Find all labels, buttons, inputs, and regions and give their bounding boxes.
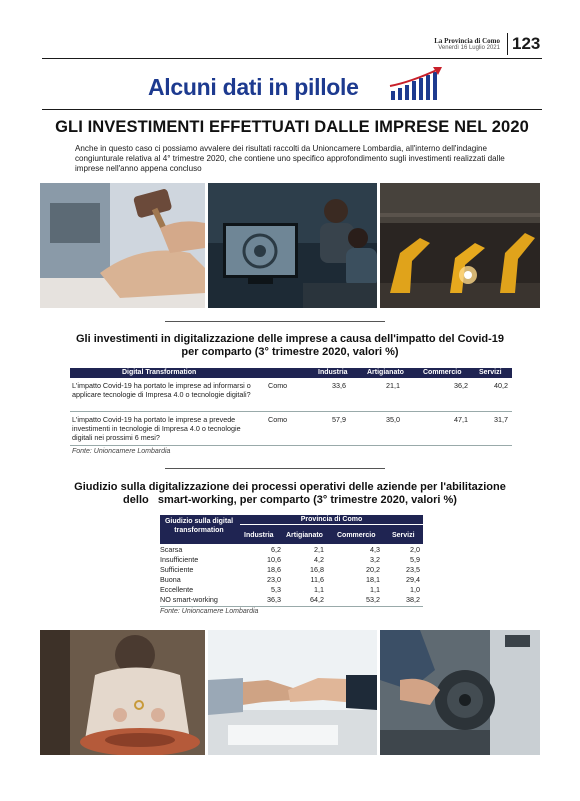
smart-working-table [160,515,423,615]
header-artigianato: Artigianato [286,532,323,539]
table1-title-line2: per comparto (3° trimestre 2020, valori %) [181,346,399,358]
cell-artigianato: 4,2 [314,555,324,564]
top-rule [42,58,542,59]
cell-servizi: 40,2 [494,381,508,390]
header-digital-transformation: Digital Transformation [122,369,197,376]
header-industria: Industria [244,532,274,539]
digitalization-table [70,368,512,455]
cell-industria: 18,6 [267,565,281,574]
cell-servizi: 5,9 [410,555,420,564]
row-label: Scarsa [160,545,183,554]
table1-title [50,333,530,359]
table2-header [160,515,423,544]
cell-commercio: 36,2 [454,381,468,390]
cell-servizi: 2,0 [410,545,420,554]
intro-paragraph: Anche in questo caso ci possiamo avvalere dei risultati raccolti da Unioncamere Lombardia, all'interno dell'indagine congiunturale relativa al 4° trimestre 2020, che contiene uno specifico approfondimento sugli investimenti realizzati dalle imprese nell'anno appena concluso [75,144,505,173]
cell-industria: 33,6 [332,381,346,390]
table-row [160,575,423,585]
cell-commercio: 1,1 [370,585,380,594]
row-label: Eccellente [160,585,194,594]
photo-jewelry-artisan [40,630,205,755]
section-heading: Alcuni dati in pillole [148,74,359,100]
header-commercio: Commercio [423,369,462,376]
cell-industria: 5,3 [271,585,281,594]
header-servizi: Servizi [479,369,502,376]
row-question: L'impatto Covid-19 ha portato le imprese a prevede investimenti in tecnologie di Impresa 4.0 o tecnologie digitali nei prossimi 6 mesi? [72,415,241,442]
cell-commercio: 53,2 [366,595,380,604]
cell-servizi: 29,4 [406,575,420,584]
divider-table2 [165,468,385,469]
header-giudizio: Giudizio sulla digital transformation [164,518,234,534]
cell-commercio: 4,3 [370,545,380,554]
photo-engineers-computer [208,183,377,308]
cell-industria: 36,3 [267,595,281,604]
table-row [70,378,512,412]
photo-mechanic-engine [380,630,540,755]
table1-header [70,368,512,378]
row-label: Buona [160,575,181,584]
table-row [70,412,512,446]
photo-craftsman-hammer [40,183,205,308]
table2-title-line1: Giudizio sulla digitalizzazione dei processi operativi delle aziende per l'abilitazione [74,481,506,493]
cell-artigianato: 11,6 [310,575,324,584]
cell-artigianato: 35,0 [386,415,400,424]
row-place: Como [268,381,288,390]
cell-commercio: 47,1 [454,415,468,424]
table2-source: Fonte: Unioncamere Lombardia [160,608,259,615]
cell-servizi: 38,2 [406,595,420,604]
divider-table1 [165,321,385,322]
table1-source: Fonte: Unioncamere Lombardia [72,448,171,455]
main-title-block [42,109,542,137]
cell-artigianato: 64,2 [310,595,324,604]
photo-industrial-robots [380,183,540,308]
header-commercio: Commercio [337,532,376,539]
table1-title-line1: Gli investimenti in digitalizzazione delle imprese a causa dell'impatto del Covid-19 [75,333,505,345]
cell-servizi: 1,0 [410,585,420,594]
table-row [160,545,423,555]
table2-title-line2: dello smart-working, per comparto (3° trimestre 2020, valori %) [123,494,457,506]
row-label: NO smart-working [160,595,218,604]
table2-title [50,481,530,507]
cell-artigianato: 21,1 [386,381,400,390]
cell-artigianato: 2,1 [314,545,324,554]
page-number: 123 [507,33,547,55]
cell-commercio: 3,2 [370,555,380,564]
cell-servizi: 31,7 [494,415,508,424]
cell-industria: 6,2 [271,545,281,554]
header-provincia-di-como: Provincia di Como [240,516,423,525]
cell-servizi: 23,5 [406,565,420,574]
cell-industria: 10,6 [267,555,281,564]
table-row [160,565,423,575]
cell-industria: 57,9 [332,415,346,424]
row-question: L'impatto Covid-19 ha portato le imprese ad informarsi o applicare tecnologie di Impresa 4.0 o tecnologie digitali? [72,381,251,399]
cell-industria: 23,0 [267,575,281,584]
header-artigianato: Artigianato [367,369,404,376]
publication-name: La Provincia di Como [434,37,500,45]
cell-artigianato: 16,8 [310,565,324,574]
cell-commercio: 18,1 [366,575,380,584]
table-row [160,555,423,565]
table-row [160,595,423,605]
bar-chart-growth-icon [389,66,445,107]
cell-artigianato: 1,1 [314,585,324,594]
table-row [160,585,423,595]
row-label: Insufficiente [160,555,199,564]
photo-handshake [208,630,377,755]
publication-date: Venerdì 16 Luglio 2021 [438,45,500,51]
row-place: Como [268,415,288,424]
header-servizi: Servizi [392,532,415,539]
header-industria: Industria [318,369,348,376]
cell-commercio: 20,2 [366,565,380,574]
masthead [434,37,500,52]
main-title: GLI INVESTIMENTI EFFETTUATI DALLE IMPRESE NEL 2020 [55,118,529,136]
row-label: Sufficiente [160,565,194,574]
